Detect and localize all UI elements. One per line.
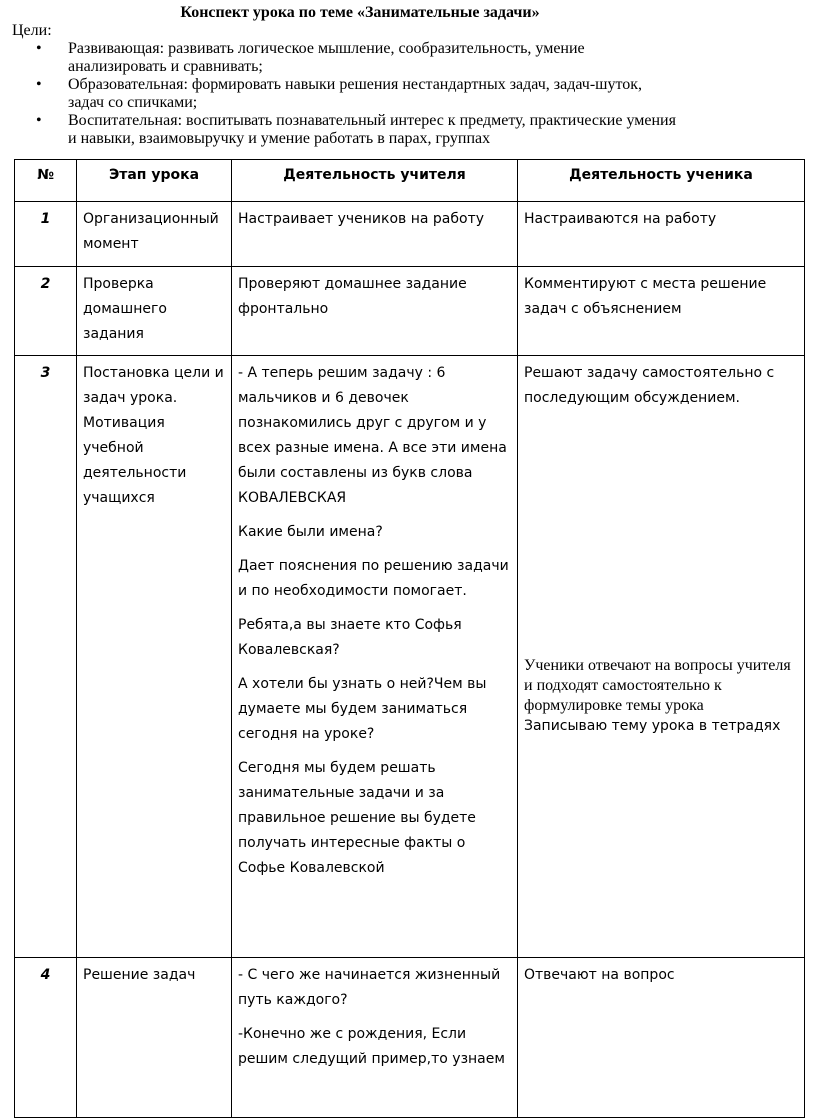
teacher-text: -Конечно же с рождения, Если решим следущий пример,то узнаем [238, 1026, 505, 1067]
student-text: Комментируют с места решение задач с объяснением [524, 276, 767, 317]
teacher-text: - С чего же начинается жизненный путь каждого? [238, 967, 501, 1008]
student-text: Настраиваются на работу [524, 211, 717, 227]
goal-text: Развивающая: развивать логическое мышление, сообразительность, умение анализировать и сравнивать; [68, 40, 585, 75]
student-cell [518, 267, 805, 356]
table-row [15, 202, 805, 267]
goals-list [36, 40, 676, 148]
goal-item [36, 40, 676, 76]
bullet-icon: • [36, 40, 42, 57]
teacher-text: Ребята,а вы знаете кто Софья Ковалевская? [238, 617, 462, 658]
teacher-text: Какие были имена? [238, 524, 383, 540]
header-teacher: Деятельность учителя [232, 160, 518, 202]
header-student: Деятельность ученика [518, 160, 805, 202]
goal-item [36, 112, 676, 148]
teacher-cell [232, 356, 518, 958]
row-number: 4 [15, 958, 77, 1118]
student-cell [518, 356, 805, 958]
student-text: Отвечают на вопрос [524, 967, 675, 983]
teacher-text: - А теперь решим задачу : 6 мальчиков и 6 девочек познакомились друг с другом и у всех разные имена. А все эти имена были составлены из букв слова КОВАЛЕВСКАЯ [238, 365, 507, 506]
teacher-text: Настраивает учеников на работу [238, 211, 485, 227]
student-cell [518, 958, 805, 1118]
row-number: 1 [15, 202, 77, 267]
table-header-row [15, 160, 805, 202]
header-num: № [15, 160, 77, 202]
teacher-cell [232, 202, 518, 267]
teacher-text: Сегодня мы будем решать занимательные задачи и за правильное решение вы будете получать интересные факты о Софье Ковалевской [238, 760, 476, 876]
student-text-serif: Ученики отвечают на вопросы учителя и подходят самостоятельно к формулировке темы урока [524, 657, 791, 714]
teacher-cell [232, 958, 518, 1118]
row-number: 2 [15, 267, 77, 356]
teacher-text: Дает пояснения по решению задачи и по необходимости помогает. [238, 558, 509, 599]
bullet-icon: • [36, 76, 42, 93]
stage-cell: Решение задач [77, 958, 232, 1118]
student-text: Решают задачу самостоятельно с последующим обсуждением. [524, 365, 775, 406]
teacher-cell [232, 267, 518, 356]
student-text: Записываю тему урока в тетрадях [524, 718, 781, 734]
stage-cell: Проверка домашнего задания [77, 267, 232, 356]
student-cell [518, 202, 805, 267]
header-stage: Этап урока [77, 160, 232, 202]
teacher-text: А хотели бы узнать о ней?Чем вы думаете мы будем заниматься сегодня на уроке? [238, 676, 487, 742]
stage-cell: Организационный момент [77, 202, 232, 267]
row-number: 3 [15, 356, 77, 958]
teacher-text: Проверяют домашнее задание фронтально [238, 276, 467, 317]
goal-text: Воспитательная: воспитывать познавательный интерес к предмету, практические умения и навыки, взаимовыручку и умение работать в парах, группах [68, 112, 676, 147]
bullet-icon: • [36, 112, 42, 129]
table-row [15, 356, 805, 958]
goal-text: Образовательная: формировать навыки решения нестандартных задач, задач-шуток, задач со спичками; [68, 76, 643, 111]
document-title: Конспект урока по теме «Занимательные задачи» [180, 4, 540, 21]
lesson-table [14, 159, 805, 1118]
table-row [15, 958, 805, 1118]
table-row [15, 267, 805, 356]
goal-item [36, 76, 676, 112]
stage-cell: Постановка цели и задач урока. Мотивация учебной деятельности учащихся [77, 356, 232, 958]
goals-heading: Цели: [12, 22, 52, 39]
